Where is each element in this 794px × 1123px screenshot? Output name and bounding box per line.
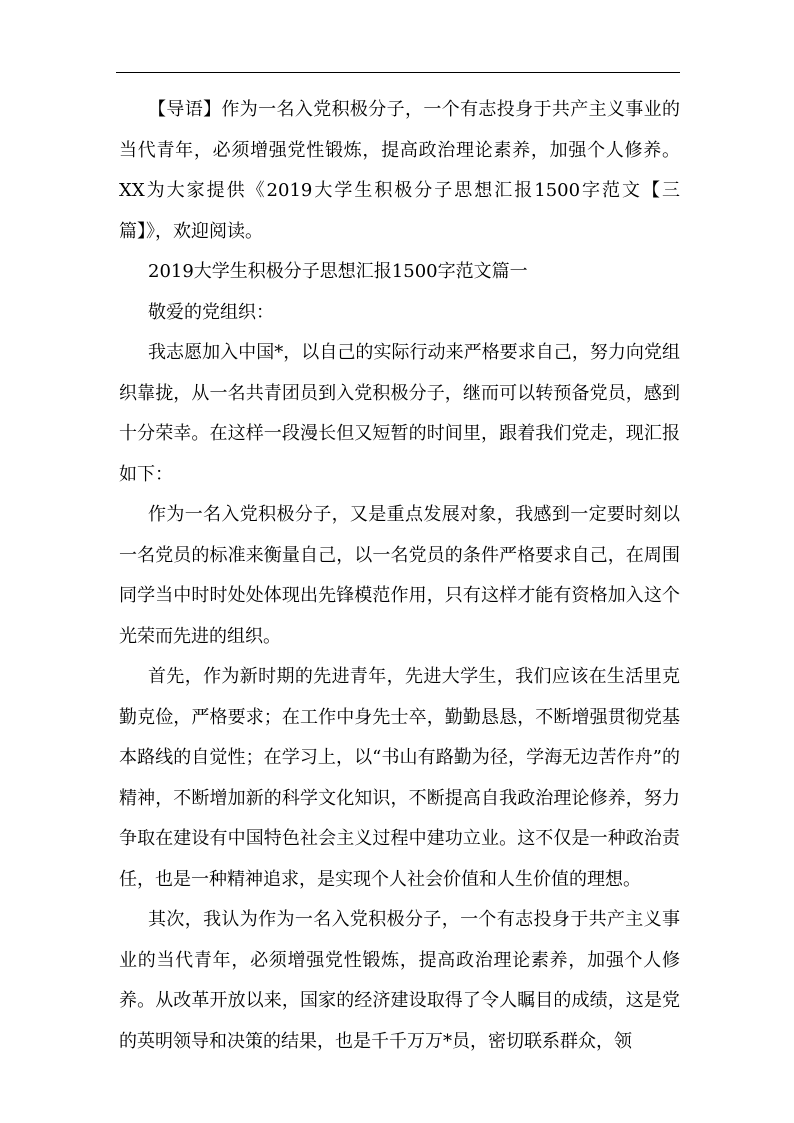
- body-paragraph: 作为一名入党积极分子，又是重点发展对象，我感到一定要时刻以一名党员的标准来衡量自己，以一名党员的条件严格要求自己，在周围同学当中时时处处体现出先锋模范作用，只有这样才能有资格加入这个光荣而先进的组织。: [119, 504, 680, 647]
- document-body: [119, 90, 680, 1062]
- salutation: 敬爱的党组织：: [148, 301, 274, 323]
- body-paragraph: 我志愿加入中国*，以自己的实际行动来严格要求自己，努力向党组织靠拢，从一名共青团员到入党积极分子，继而可以转预备党员，感到十分荣幸。在这样一段漫长但又短暂的时间里，跟着我们党走，现汇报如下：: [119, 342, 680, 485]
- body-paragraph: 其次，我认为作为一名入党积极分子，一个有志投身于共产主义事业的当代青年，必须增强党性锻炼，提高政治理论素养，加强个人修养。从改革开放以来，国家的经济建设取得了令人瞩目的成绩，这是党的英明领导和决策的结果，也是千千万万*员，密切联系群众，领: [119, 909, 680, 1052]
- header-rule: [116, 72, 680, 73]
- intro-paragraph: 【导语】作为一名入党积极分子，一个有志投身于共产主义事业的当代青年，必须增强党性锻炼，提高政治理论素养，加强个人修养。XX为大家提供《2019大学生积极分子思想汇报1500字范文【三篇】》，欢迎阅读。: [119, 99, 680, 242]
- section-title: 2019大学生积极分子思想汇报1500字范文篇一: [148, 261, 528, 282]
- body-paragraph: 首先，作为新时期的先进青年，先进大学生，我们应该在生活里克勤克俭，严格要求；在工作中身先士卒，勤勤恳恳，不断增强贯彻党基本路线的自觉性；在学习上，以“书山有路勤为径，学海无边苦作舟”的精神，不断增加新的科学文化知识，不断提高自我政治理论修养，努力争取在建设有中国特色社会主义过程中建功立业。这不仅是一种政治责任，也是一种精神追求，是实现个人社会价值和人生价值的理想。: [119, 666, 680, 890]
